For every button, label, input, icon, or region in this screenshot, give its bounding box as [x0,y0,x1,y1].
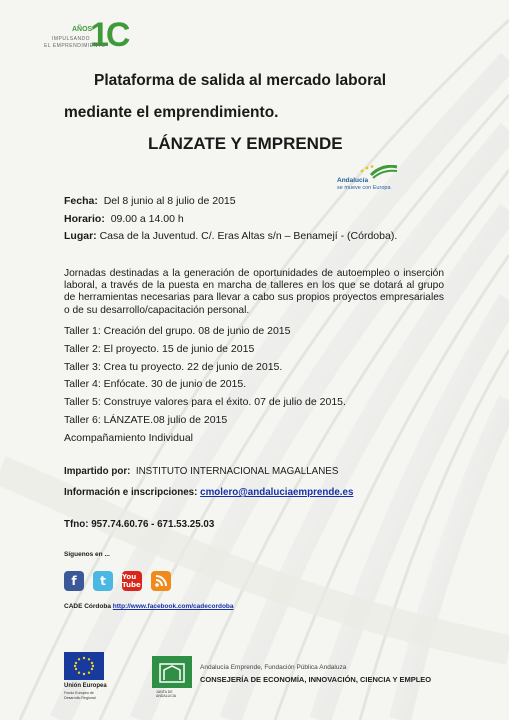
andalucia-europa-logo [337,165,399,197]
junta-caption: JUNTA DE ANDALUCIA [156,690,177,698]
rss-glyph [154,574,168,588]
lugar-line [64,230,397,242]
title-line1: Plataforma de salida al mercado laboral [94,72,387,89]
horario-label: Horario: [64,213,105,225]
taller-item: Taller 6: LÁNZATE.08 julio de 2015 [64,414,228,426]
junta-emblem-icon [152,656,192,688]
rss-icon[interactable] [151,571,171,591]
informacion-line [64,487,353,498]
taller-item: Taller 1: Creación del grupo. 08 de junio de 2015 [64,325,291,337]
eu-sub: Fondo Europeo de Desarrollo Regional [64,691,96,700]
lugar-label: Lugar: [64,230,97,242]
facebook-icon[interactable]: f [64,571,84,591]
lugar-value: Casa de la Juventud. C/. Eras Altas s/n – Benamejí - (Córdoba). [99,230,398,242]
facebook-line [64,603,234,610]
horario-value: 09.00 a 14.00 h [110,213,184,225]
facebook-link[interactable]: http://www.facebook.com/cadecordoba [112,603,234,610]
taller-item: Acompañamiento Individual [64,432,193,444]
siguenos-label: Síguenos en ... [64,551,110,558]
consejeria-block [200,664,431,684]
taller-item: Taller 4: Enfócate. 30 de junio de 2015. [64,378,247,390]
consejeria-line2: CONSEJERÍA DE ECONOMÍA, INNOVACIÓN, CIENCIA Y EMPLEO [200,675,432,684]
taller-item: Taller 3: Crea tu proyecto. 22 de junio de 2015. [64,361,283,373]
fecha-label: Fecha: [64,195,98,207]
email-link[interactable]: cmolero@andaluciaemprende.es [200,487,354,498]
eu-logo [64,652,107,706]
horario-line [64,213,184,225]
consejeria-line1: Andalucía Emprende, Fundación Pública Andaluza [200,664,347,671]
eu-label: Unión Europea [64,683,107,689]
eu-flag-icon [64,652,104,680]
intro-paragraph: Jornadas destinadas a la generación de oportunidades de autoempleo o inserción laboral, a través de la puesta en marcha de talleres en los que se dotará al grupo de herramientas necesarias para llevar a cabo sus propios proyectos empresariales o de su desarrollo/capacitación personal. [64,268,444,316]
impartido-label: Impartido por: [64,466,131,477]
fecha-value: Del 8 junio al 8 julio de 2015 [103,195,236,207]
social-icons [64,571,171,593]
telefono-line: Tfno: 957.74.60.76 - 671.53.25.03 [64,519,215,530]
informacion-label: Información e inscripciones: [64,487,198,498]
cade-label: CADE Córdoba [64,603,111,610]
logo-line1: IMPULSANDO [52,36,91,42]
impartido-line [64,466,338,477]
anniversary-logo [44,16,128,56]
andalucia-label: Andalucía [337,177,369,184]
junta-logo [152,656,192,698]
fecha-line [64,195,236,207]
title-line2: mediante el emprendimiento. [64,104,279,121]
youtube-icon[interactable]: You Tube [122,573,141,589]
twitter-icon[interactable]: t [93,571,113,591]
taller-item: Taller 5: Construye valores para el éxito. 07 de julio de 2015. [64,396,346,408]
logo-line2: EL EMPRENDIMIENTO [44,43,106,49]
andalucia-sub: se mueve con Europa [337,185,391,191]
logo-number: 1C [90,16,128,54]
logo-anos: AÑOS [72,26,93,33]
taller-item: Taller 2: El proyecto. 15 de junio de 2015 [64,343,255,355]
title-line3: LÁNZATE Y EMPRENDE [148,134,343,153]
impartido-value: INSTITUTO INTERNACIONAL MAGALLANES [135,466,339,477]
